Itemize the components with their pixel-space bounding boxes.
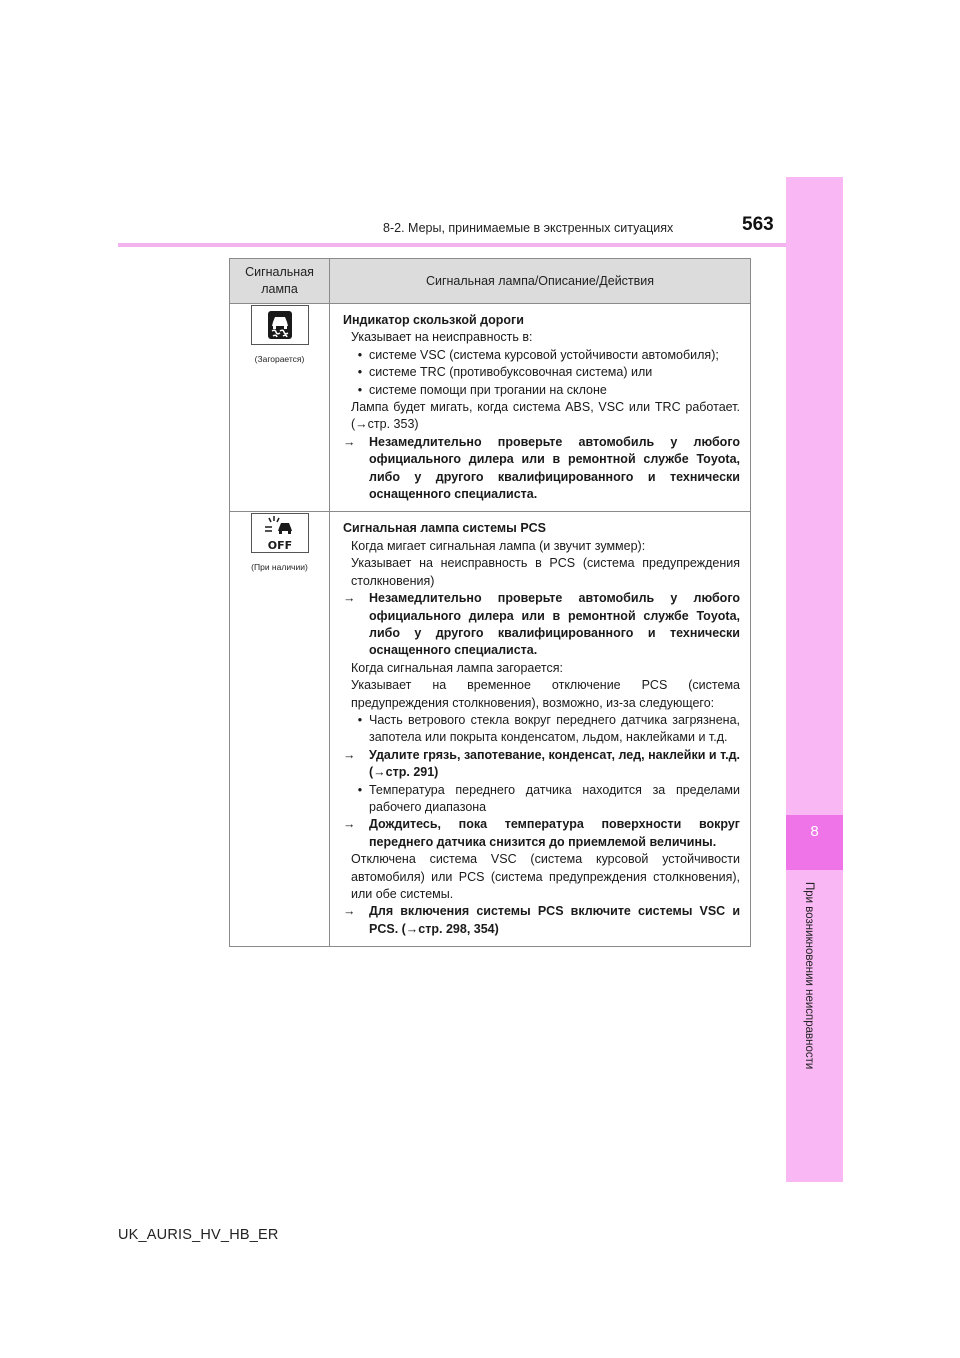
lamp-caption: (При наличии): [251, 562, 308, 573]
description-text: Когда сигнальная лампа загорается:: [351, 660, 563, 675]
table-header-row: [230, 259, 751, 304]
slip-indicator-icon: [251, 305, 309, 345]
action-item: → Незамедлительно проверьте автомобиль у любого официального дилера или в ремонтной службе Toyota, либо у другого квалифицированного и технически оснащенного специалиста.: [343, 590, 740, 660]
row-title: Индикатор скользкой дороги: [343, 313, 524, 327]
bullet-item: • системе помощи при трогании на склоне: [343, 382, 740, 399]
lamp-cell: [230, 304, 330, 512]
off-label: OFF: [267, 539, 292, 553]
description-text: Лампа будет мигать, когда система ABS, VSC или TRC работает. (→стр. 353): [351, 400, 740, 432]
chapter-number: 8: [810, 823, 819, 840]
header-lamp: Сигнальная лампа: [230, 259, 330, 304]
description-text: Когда мигает сигнальная лампа (и звучит зуммер):: [351, 538, 646, 553]
row-title: Сигнальная лампа системы PCS: [343, 521, 547, 536]
warning-lamp-table: [229, 258, 751, 947]
table-row: [230, 304, 751, 512]
header-description: Сигнальная лампа/Описание/Действия: [330, 259, 751, 304]
table-row: [230, 512, 751, 947]
description-text: Указывает на неисправность в:: [351, 330, 533, 345]
document-code: UK_AURIS_HV_HB_ER: [118, 1227, 279, 1243]
bullet-item: • Температура переднего датчика находится за пределами рабочего диапазона: [343, 782, 740, 817]
lamp-cell: [230, 512, 330, 947]
bullet-item: • системе VSC (система курсовой устойчивости автомобиля);: [343, 347, 740, 364]
pcs-off-icon: [251, 513, 309, 553]
description-text: Отключена система VSC (система курсовой устойчивости автомобиля) или PCS (система предупреждения столкновения), или обе системы.: [351, 852, 740, 901]
chapter-title: При возникновении неисправности: [803, 882, 815, 1070]
bullet-item: • Часть ветрового стекла вокруг переднего датчика загрязнена, запотела или покрыта конденсатом, льдом, наклейками и т.д.: [343, 712, 740, 747]
action-item: → Незамедлительно проверьте автомобиль у любого официального дилера или в ремонтной службе Toyota, либо у другого квалифицированного и технически оснащенного специалиста.: [343, 434, 740, 504]
page-number: 563: [742, 214, 774, 235]
action-item: → Удалите грязь, запотевание, конденсат, лед, наклейки и т.д. (→стр. 291): [343, 747, 740, 782]
action-item: → Для включения системы PCS включите системы VSC и PCS. (→стр. 298, 354): [343, 903, 740, 938]
lamp-caption: (Загорается): [254, 354, 305, 364]
description-cell: [330, 512, 751, 947]
section-title: 8-2. Меры, принимаемые в экстренных ситуациях: [383, 221, 674, 235]
action-item: → Дождитесь, пока температура поверхности вокруг переднего датчика снизится до приемлемой величины.: [343, 816, 740, 851]
bullet-item: • системе TRC (противобуксовочная система) или: [343, 364, 740, 381]
description-cell: [330, 304, 751, 512]
description-text: Указывает на временное отключение PCS (система предупреждения столкновения), возможно, из-за следующего:: [351, 678, 740, 710]
header-rule: [118, 243, 786, 247]
description-text: Указывает на неисправность в PCS (система предупреждения столкновения): [351, 556, 740, 588]
